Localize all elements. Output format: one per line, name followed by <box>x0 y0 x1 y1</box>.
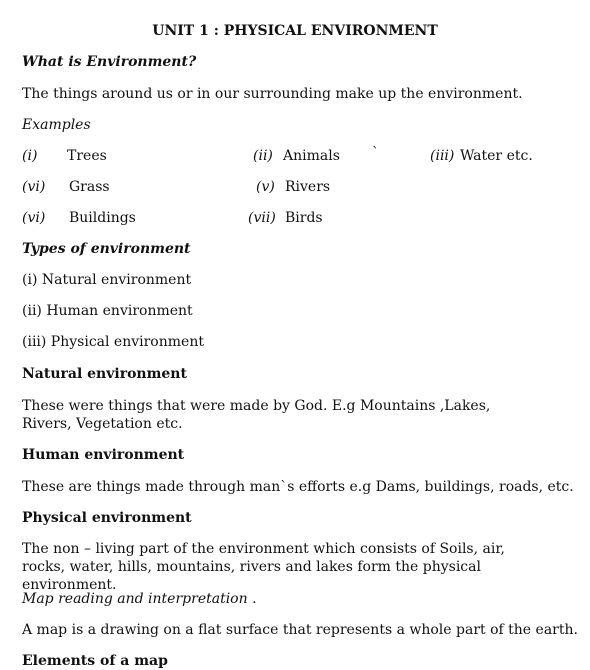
human-text: These are things made through man`s efforts e.g Dams, buildings, roads, etc. <box>22 479 574 495</box>
types-item: (i) Natural environment <box>22 272 192 288</box>
stray-mark: ` <box>372 145 379 161</box>
example-label: Rivers <box>285 179 331 195</box>
physical-text: The non – living part of the environment which consists of Soils, air, rocks, water, hills, mountains, rivers and lakes form the physical environment. <box>22 541 505 593</box>
human-heading: Human environment <box>22 447 185 463</box>
example-label: Water etc. <box>460 148 533 164</box>
map-heading: Map reading and interpretation . <box>22 591 257 607</box>
what-text: The things around us or in our surrounding make up the environment. <box>22 86 523 102</box>
example-num: (iii) <box>430 148 455 164</box>
example-num: (vii) <box>248 210 276 226</box>
example-label: Grass <box>69 179 110 195</box>
types-heading: Types of environment <box>22 241 191 257</box>
example-num: (vi) <box>22 210 46 226</box>
map-text: A map is a drawing on a flat surface that represents a whole part of the earth. <box>22 622 578 638</box>
example-label: Animals <box>283 148 340 164</box>
example-label: Birds <box>285 210 323 226</box>
example-label: Trees <box>67 148 107 164</box>
elements-heading: Elements of a map <box>22 653 168 669</box>
example-label: Buildings <box>69 210 136 226</box>
example-num: (vi) <box>22 179 46 195</box>
example-num: (ii) <box>253 148 273 164</box>
physical-heading: Physical environment <box>22 510 192 526</box>
types-item: (ii) Human environment <box>22 303 193 319</box>
examples-heading: Examples <box>22 117 91 133</box>
types-item: (iii) Physical environment <box>22 334 204 350</box>
example-num: (i) <box>22 148 38 164</box>
unit-title: UNIT 1 : PHYSICAL ENVIRONMENT <box>152 23 438 39</box>
natural-heading: Natural environment <box>22 366 187 382</box>
what-heading: What is Environment? <box>22 54 197 70</box>
example-num: (v) <box>256 179 275 195</box>
natural-text: These were things that were made by God. E.g Mountains ,Lakes, Rivers, Vegetation etc. <box>22 398 491 432</box>
